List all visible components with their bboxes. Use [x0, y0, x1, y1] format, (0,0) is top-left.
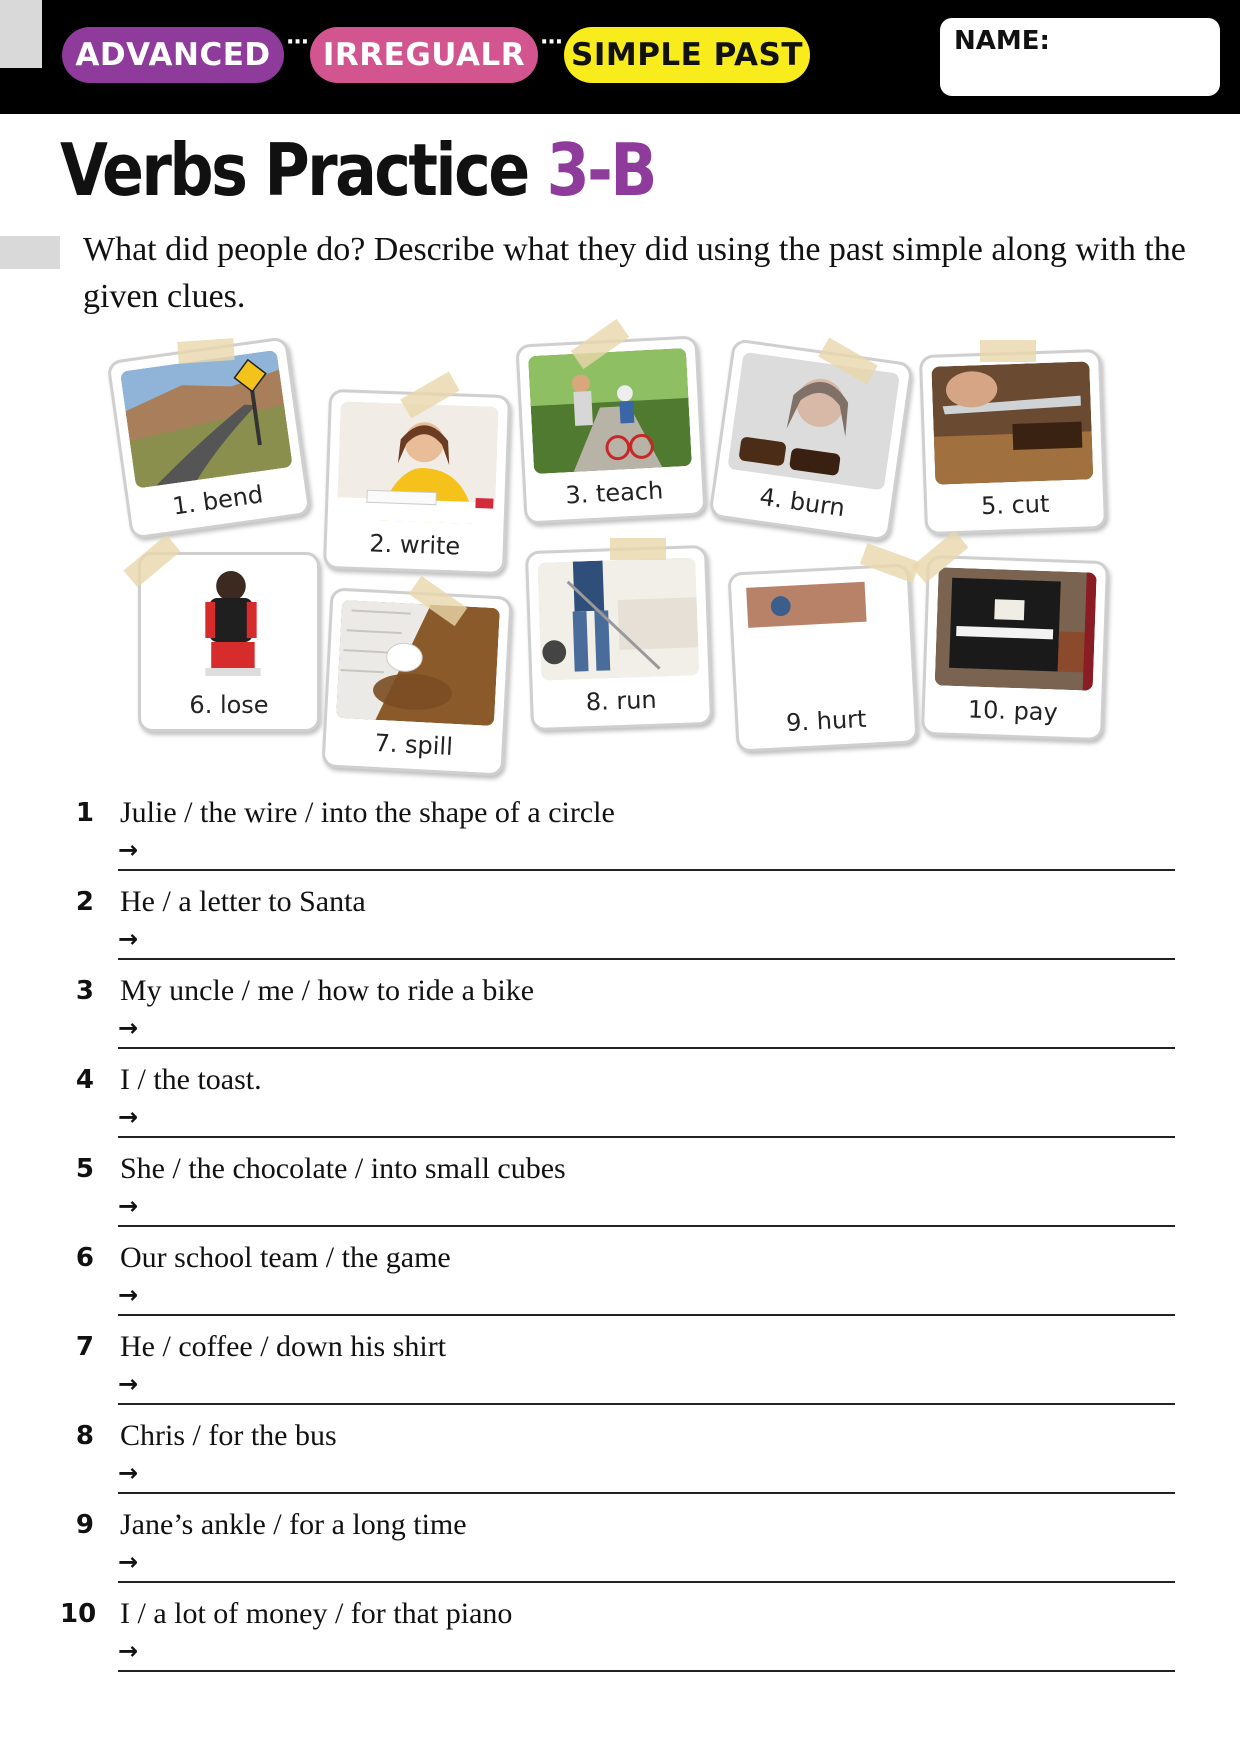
arrow-icon: → [118, 1103, 139, 1131]
exercise-number: 3 [75, 976, 94, 1006]
exercise-item [60, 1509, 1175, 1598]
exercise-clue: Our school team / the game [120, 1241, 451, 1274]
exercise-clue: Chris / for the bus [120, 1419, 337, 1452]
vacuum-photo [537, 557, 699, 680]
answer-line[interactable] [118, 1403, 1175, 1405]
photo-card-spill [321, 587, 512, 776]
photo-caption: 4. burn [757, 482, 847, 523]
exercise-item [60, 1153, 1175, 1242]
exercise-clue: I / a lot of money / for that piano [120, 1597, 513, 1630]
photo-caption: 9. hurt [785, 704, 868, 737]
girl-writing-photo [337, 401, 499, 524]
tag-simple-past: SIMPLE PAST [564, 27, 810, 83]
photo-caption: 1. bend [170, 480, 265, 521]
tag-irregular: IRREGUALR [310, 27, 538, 83]
arrow-icon: → [118, 1459, 139, 1487]
photo-card-bend [106, 336, 311, 540]
photo-caption: 2. write [368, 529, 461, 561]
arrow-icon: → [118, 1548, 139, 1576]
answer-line[interactable] [118, 1492, 1175, 1494]
photo-caption: 10. pay [967, 695, 1059, 727]
title-main: Verbs Practice [60, 128, 528, 212]
answer-line[interactable] [118, 869, 1175, 871]
exercise-number: 8 [75, 1421, 94, 1451]
exercise-item [60, 1420, 1175, 1509]
instructions: What did people do? Describe what they did using the past simple along with the given clues. [83, 231, 1186, 315]
exercise-clue: He / coffee / down his shirt [120, 1330, 447, 1363]
photo-card-burn [708, 338, 913, 542]
photo-caption: 5. cut [980, 489, 1050, 521]
road-photo [120, 350, 293, 489]
photo-card-cut [919, 349, 1107, 535]
name-label: NAME: [954, 26, 1050, 56]
photo-card-pay [921, 555, 1109, 741]
arrow-icon: → [118, 1370, 139, 1398]
exercise-number: 2 [75, 887, 94, 917]
tag-separator: ··· [286, 30, 309, 55]
exercise-item [60, 797, 1175, 886]
photo-card-run [525, 545, 713, 731]
exercise-clue: She / the chocolate / into small cubes [120, 1152, 566, 1185]
exercise-number: 5 [75, 1154, 94, 1184]
exercise-clue: I / the toast. [120, 1063, 262, 1096]
photo-card-write [323, 389, 511, 575]
photo-caption: 8. run [585, 685, 658, 717]
answer-line[interactable] [118, 958, 1175, 960]
burnt-toast-photo [727, 352, 900, 491]
bike-lesson-photo [528, 348, 692, 474]
exercise-number: 4 [75, 1065, 94, 1095]
arrow-icon: → [118, 1014, 139, 1042]
exercise-clue: Jane’s ankle / for a long time [120, 1508, 467, 1541]
exercise-item [60, 886, 1175, 975]
exercise-number: 1 [75, 798, 94, 828]
photo-card-hurt [727, 563, 918, 752]
answer-line[interactable] [118, 1225, 1175, 1227]
answer-line[interactable] [118, 1136, 1175, 1138]
exercise-item [60, 1064, 1175, 1153]
tape [980, 340, 1036, 362]
chocolate-cutting-photo [931, 361, 1093, 484]
exercise-item [60, 1331, 1175, 1420]
answer-line[interactable] [118, 1581, 1175, 1583]
arrow-icon: → [118, 1192, 139, 1220]
answer-line[interactable] [118, 1670, 1175, 1672]
tag-separator: ··· [540, 30, 563, 55]
exercise-number: 10 [60, 1599, 97, 1629]
photo-caption: 3. teach [564, 476, 664, 510]
arrow-icon: → [118, 925, 139, 953]
photo-card-teach [515, 335, 706, 524]
piano-photo [935, 567, 1097, 690]
tape [610, 538, 666, 560]
exercise-clue: He / a letter to Santa [120, 885, 366, 918]
name-field[interactable] [940, 18, 1220, 96]
exercise-item [60, 1242, 1175, 1331]
header-bar [0, 0, 1240, 114]
arrow-icon: → [118, 1281, 139, 1309]
exercise-clue: My uncle / me / how to ride a bike [120, 974, 535, 1007]
ankle-photo [740, 576, 904, 702]
answer-line[interactable] [118, 1047, 1175, 1049]
photo-caption: 7. spill [373, 728, 454, 761]
exercise-number: 9 [75, 1510, 94, 1540]
exercise-number: 6 [75, 1243, 94, 1273]
exercise-item [60, 975, 1175, 1064]
side-tab [0, 236, 60, 269]
exercise-clue: Julie / the wire / into the shape of a circle [120, 796, 615, 829]
title-code: 3-B [546, 128, 655, 212]
corner-tab [0, 0, 42, 68]
sad-boy-photo [150, 564, 308, 682]
tag-advanced: ADVANCED [62, 27, 284, 83]
page-title [60, 128, 655, 212]
arrow-icon: → [118, 1637, 139, 1665]
exercise-number: 7 [75, 1332, 94, 1362]
spilled-coffee-photo [336, 600, 500, 726]
answer-line[interactable] [118, 1314, 1175, 1316]
arrow-icon: → [118, 836, 139, 864]
exercise-item [60, 1598, 1175, 1687]
photo-card-lose [138, 552, 320, 732]
photo-caption: 6. lose [189, 691, 269, 719]
tape [177, 338, 234, 364]
